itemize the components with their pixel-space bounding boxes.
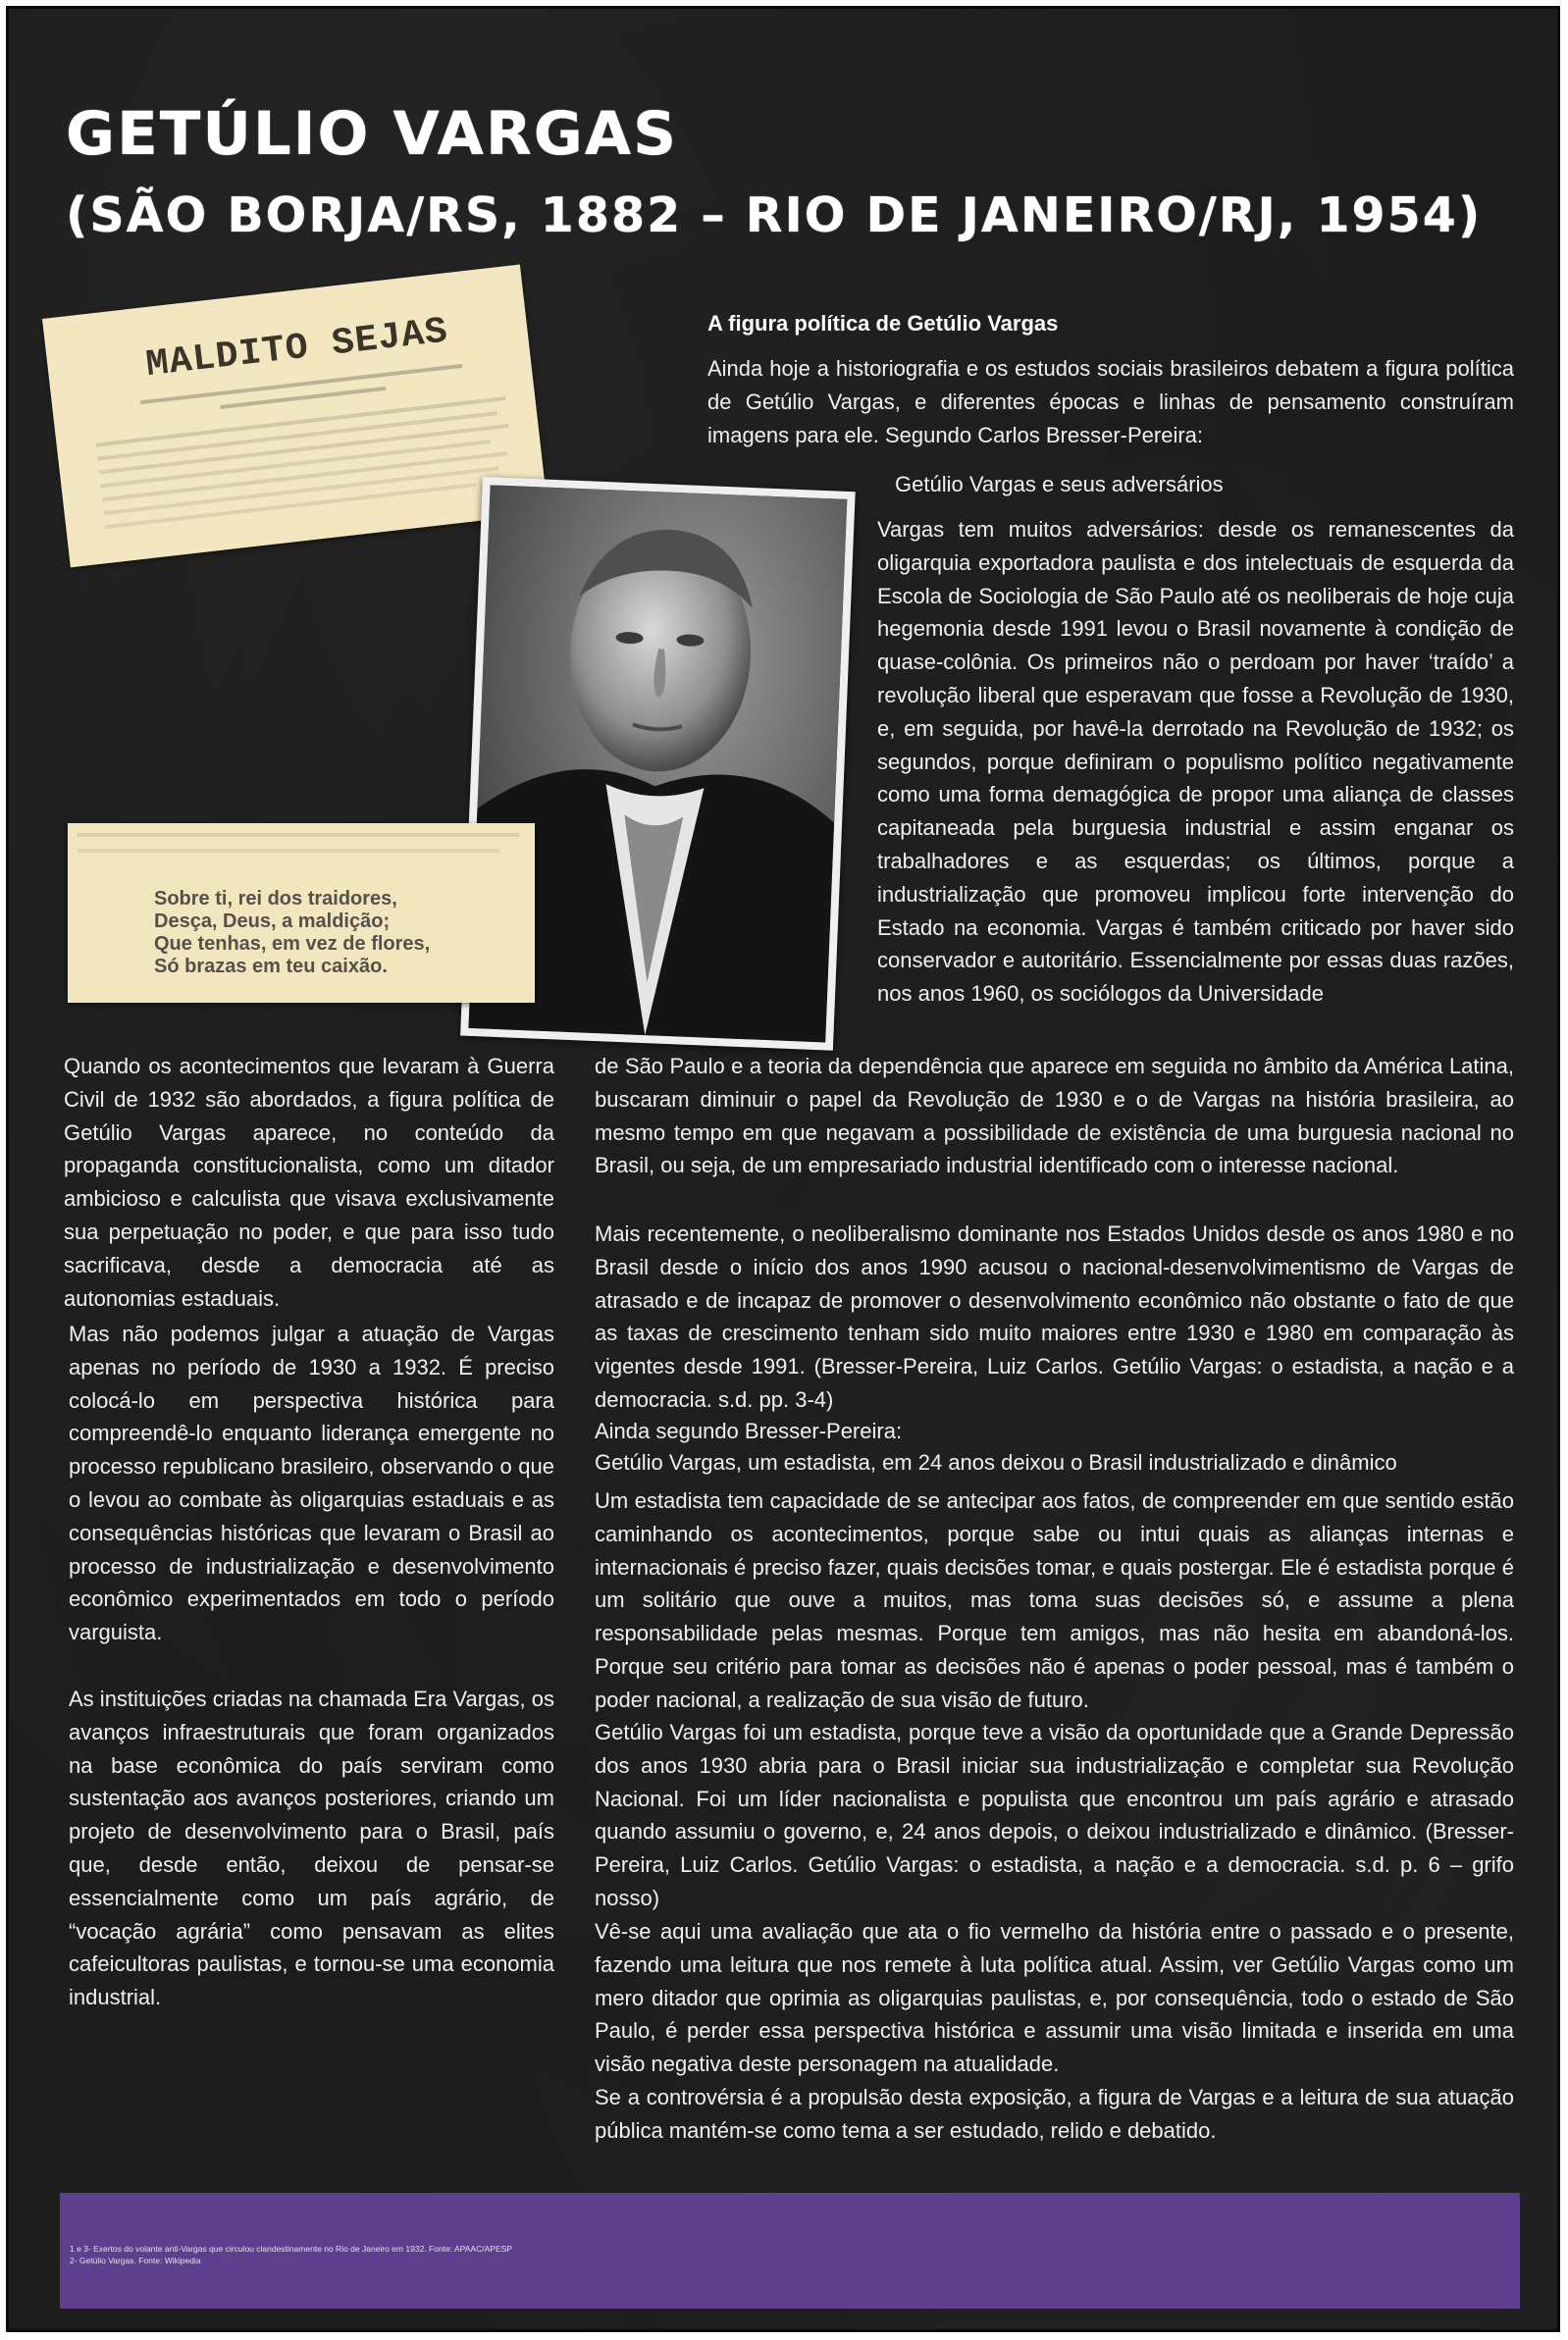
quote-title: Getúlio Vargas, um estadista, em 24 anos deixou o Brasil industrializado e dinâmico (595, 1450, 1397, 1475)
left-paragraph: Mas não podemos julgar a atuação de Vargas apenas no período de 1930 a 1932. É preciso colocá-lo em perspectiva histórica para compreendê-lo enquanto liderança emergente no processo republicano brasileiro, observando o que o levou ao combate às oligarquias estaduais e as consequências históricas que levaram o Brasil ao processo de industrialização e desenvolvimento econômico experimentados em todo o período varguista. (69, 1322, 554, 1645)
intro-paragraph: Ainda hoje a historiografia e os estudos sociais brasileiros debatem a figura política de Getúlio Vargas, e diferentes épocas e linhas de pensamento construíram imagens para ele. Segundo Carlos Bresser-Pereira: (707, 356, 1514, 447)
clipping-maldito-sejas (42, 265, 549, 568)
clipping-verse-text: Sobre ti, rei dos traidores, Desça, Deus, a maldição; Que tenhas, em vez de flores, Só brazas em teu caixão. (154, 888, 431, 977)
quote-paragraph: Getúlio Vargas foi um estadista, porque teve a visão da oportunidade que a Grande Depressão dos anos 1930 abria para o Brasil iniciar sua industrialização e completar sua Revolução Nacional. Foi um líder nacionalista e populista que encontrou um país agrário e atrasado quando assumiu o governo, e, 24 anos depois, o deixou industrializado e dinâmico. (Bresser-Pereira, Luiz Carlos. Getúlio Vargas: o estadista, a nação e a democracia. s.d. p. 6 – grifo nosso) (595, 1720, 1514, 1910)
left-paragraph: As instituições criadas na chamada Era Vargas, os avanços infraestruturais que foram organizados na base econômica do país serviram como sustentação aos avanços posteriores, criando um projeto de desenvolvimento para o Brasil, país que, desde então, deixou de pensar-se essencialmente como um país agrário, de “vocação agrária” como pensavam as elites cafeicultoras paulistas, e tornou-se uma economia industrial. (69, 1687, 554, 2010)
poster (6, 6, 1560, 2332)
caption-bar (60, 2193, 1520, 2309)
clipping-text-line (78, 833, 519, 837)
page-title: GETÚLIO VARGAS (66, 99, 679, 169)
section-heading: A figura política de Getúlio Vargas (707, 311, 1059, 336)
quote-title: Getúlio Vargas e seus adversários (895, 472, 1224, 496)
quote-intro: Ainda segundo Bresser-Pereira: (595, 1419, 903, 1443)
clipping-verse (68, 823, 535, 1003)
quote-paragraph: Mais recentemente, o neoliberalismo dominante nos Estados Unidos desde os anos 1980 e no Brasil desde o início dos anos 1990 acusou o nacional-desenvolvimentismo de Vargas de atrasado e de incapaz de promover o desenvolvimento econômico não obstante o fato de que as taxas de crescimento tenham sido muito maiores entre 1930 e 1980 em comparação às vigentes desde 1991. (Bresser-Pereira, Luiz Carlos. Getúlio Vargas: o estadista, a nação e a democracia. s.d. pp. 3-4) (595, 1222, 1514, 1412)
clipping-text-line (96, 396, 506, 447)
conclusion-paragraph: Se a controvérsia é a propulsão desta exposição, a figura de Vargas e a leitura de sua atuação pública mantém-se como tema a ser estudado, relido e debatido. (595, 2085, 1514, 2143)
left-paragraph: Quando os acontecimentos que levaram à Guerra Civil de 1932 são abordados, a figura política de Getúlio Vargas aparece, no conteúdo da propaganda constitucionalista, como um ditador ambicioso e calculista que visava exclusivamente sua perpetuação no poder, e que para isso tudo sacrificava, desde a democracia até as autonomias estaduais. (64, 1054, 554, 1311)
quote-paragraph: Um estadista tem capacidade de se antecipar aos fatos, de compreender em que sentido estão caminhando os acontecimentos, porque sabe ou intui quais as alianças internas e internacionais é preciso fazer, quais decisões tomar, e quais postergar. Ele é estadista porque é um solitário que ouve a muitos, mas toma suas decisões só, e assume a plena responsabilidade pelas mesmas. Porque tem amigos, mas não hesita em abandoná-los. Porque seu critério para tomar as decisões não é apenas o poder pessoal, mas é também o poder nacional, a realização de sua visão de futuro. (595, 1488, 1514, 1712)
page-subtitle: (SÃO BORJA/RS, 1882 – RIO DE JANEIRO/RJ, 1954) (66, 187, 1483, 243)
clipping-text-line (78, 849, 499, 853)
clipping-title: MALDITO SEJAS (143, 310, 450, 388)
quote-paragraph: de São Paulo e a teoria da dependência que aparece em seguida no âmbito da América Latina, buscaram diminuir o papel da Revolução de 1930 e o de Vargas na história brasileira, ao mesmo tempo em que negavam a possibilidade de existência de uma burguesia nacional no Brasil, ou seja, de um empresariado industrial identificado com o interesse nacional. (595, 1054, 1514, 1178)
image-caption: 1 e 3- Exertos do volante anti-Vargas que circulou clandestinamente no Rio de Janeiro em 1932. Fonte: APAAC/APESP (70, 2244, 512, 2254)
image-caption: 2- Getúlio Vargas. Fonte: Wikipedia (70, 2256, 201, 2265)
conclusion-paragraph: Vê-se aqui uma avaliação que ata o fio vermelho da história entre o passado e o presente, fazendo uma leitura que nos remete à luta política atual. Assim, ver Getúlio Vargas como um mero ditador que oprimia as oligarquias paulistas, e, por consequência, todo o estado de São Paulo, é perder essa perspectiva histórica e assumir uma visão limitada e inserida em uma visão negativa deste personagem na atualidade. (595, 1919, 1514, 2077)
quote-paragraph: Vargas tem muitos adversários: desde os remanescentes da oligarquia exportadora paulista e dos intelectuais de esquerda da Escola de Sociologia de São Paulo até os neoliberais de hoje cuja hegemonia desde 1991 levou o Brasil novamente à condição de quase-colônia. Os primeiros não o perdoam por haver ‘traído’ a revolução liberal que esperavam que fosse a Revolução de 1930, e, em seguida, por havê-la derrotado na Revolução de 1932; os segundos, porque definiram o populismo político negativamente como uma forma demagógica de propor uma aliança de classes capitaneada pela burguesia industrial e assim enganar os trabalhadores e as esquerdas; os últimos, porque a industrialização que promoveu implicou forte intervenção do Estado na economia. Vargas é também criticado por haver sido conservador e autoritário. Essencialmente por essas duas razões, nos anos 1960, os sociólogos da Universidade (877, 517, 1514, 1007)
